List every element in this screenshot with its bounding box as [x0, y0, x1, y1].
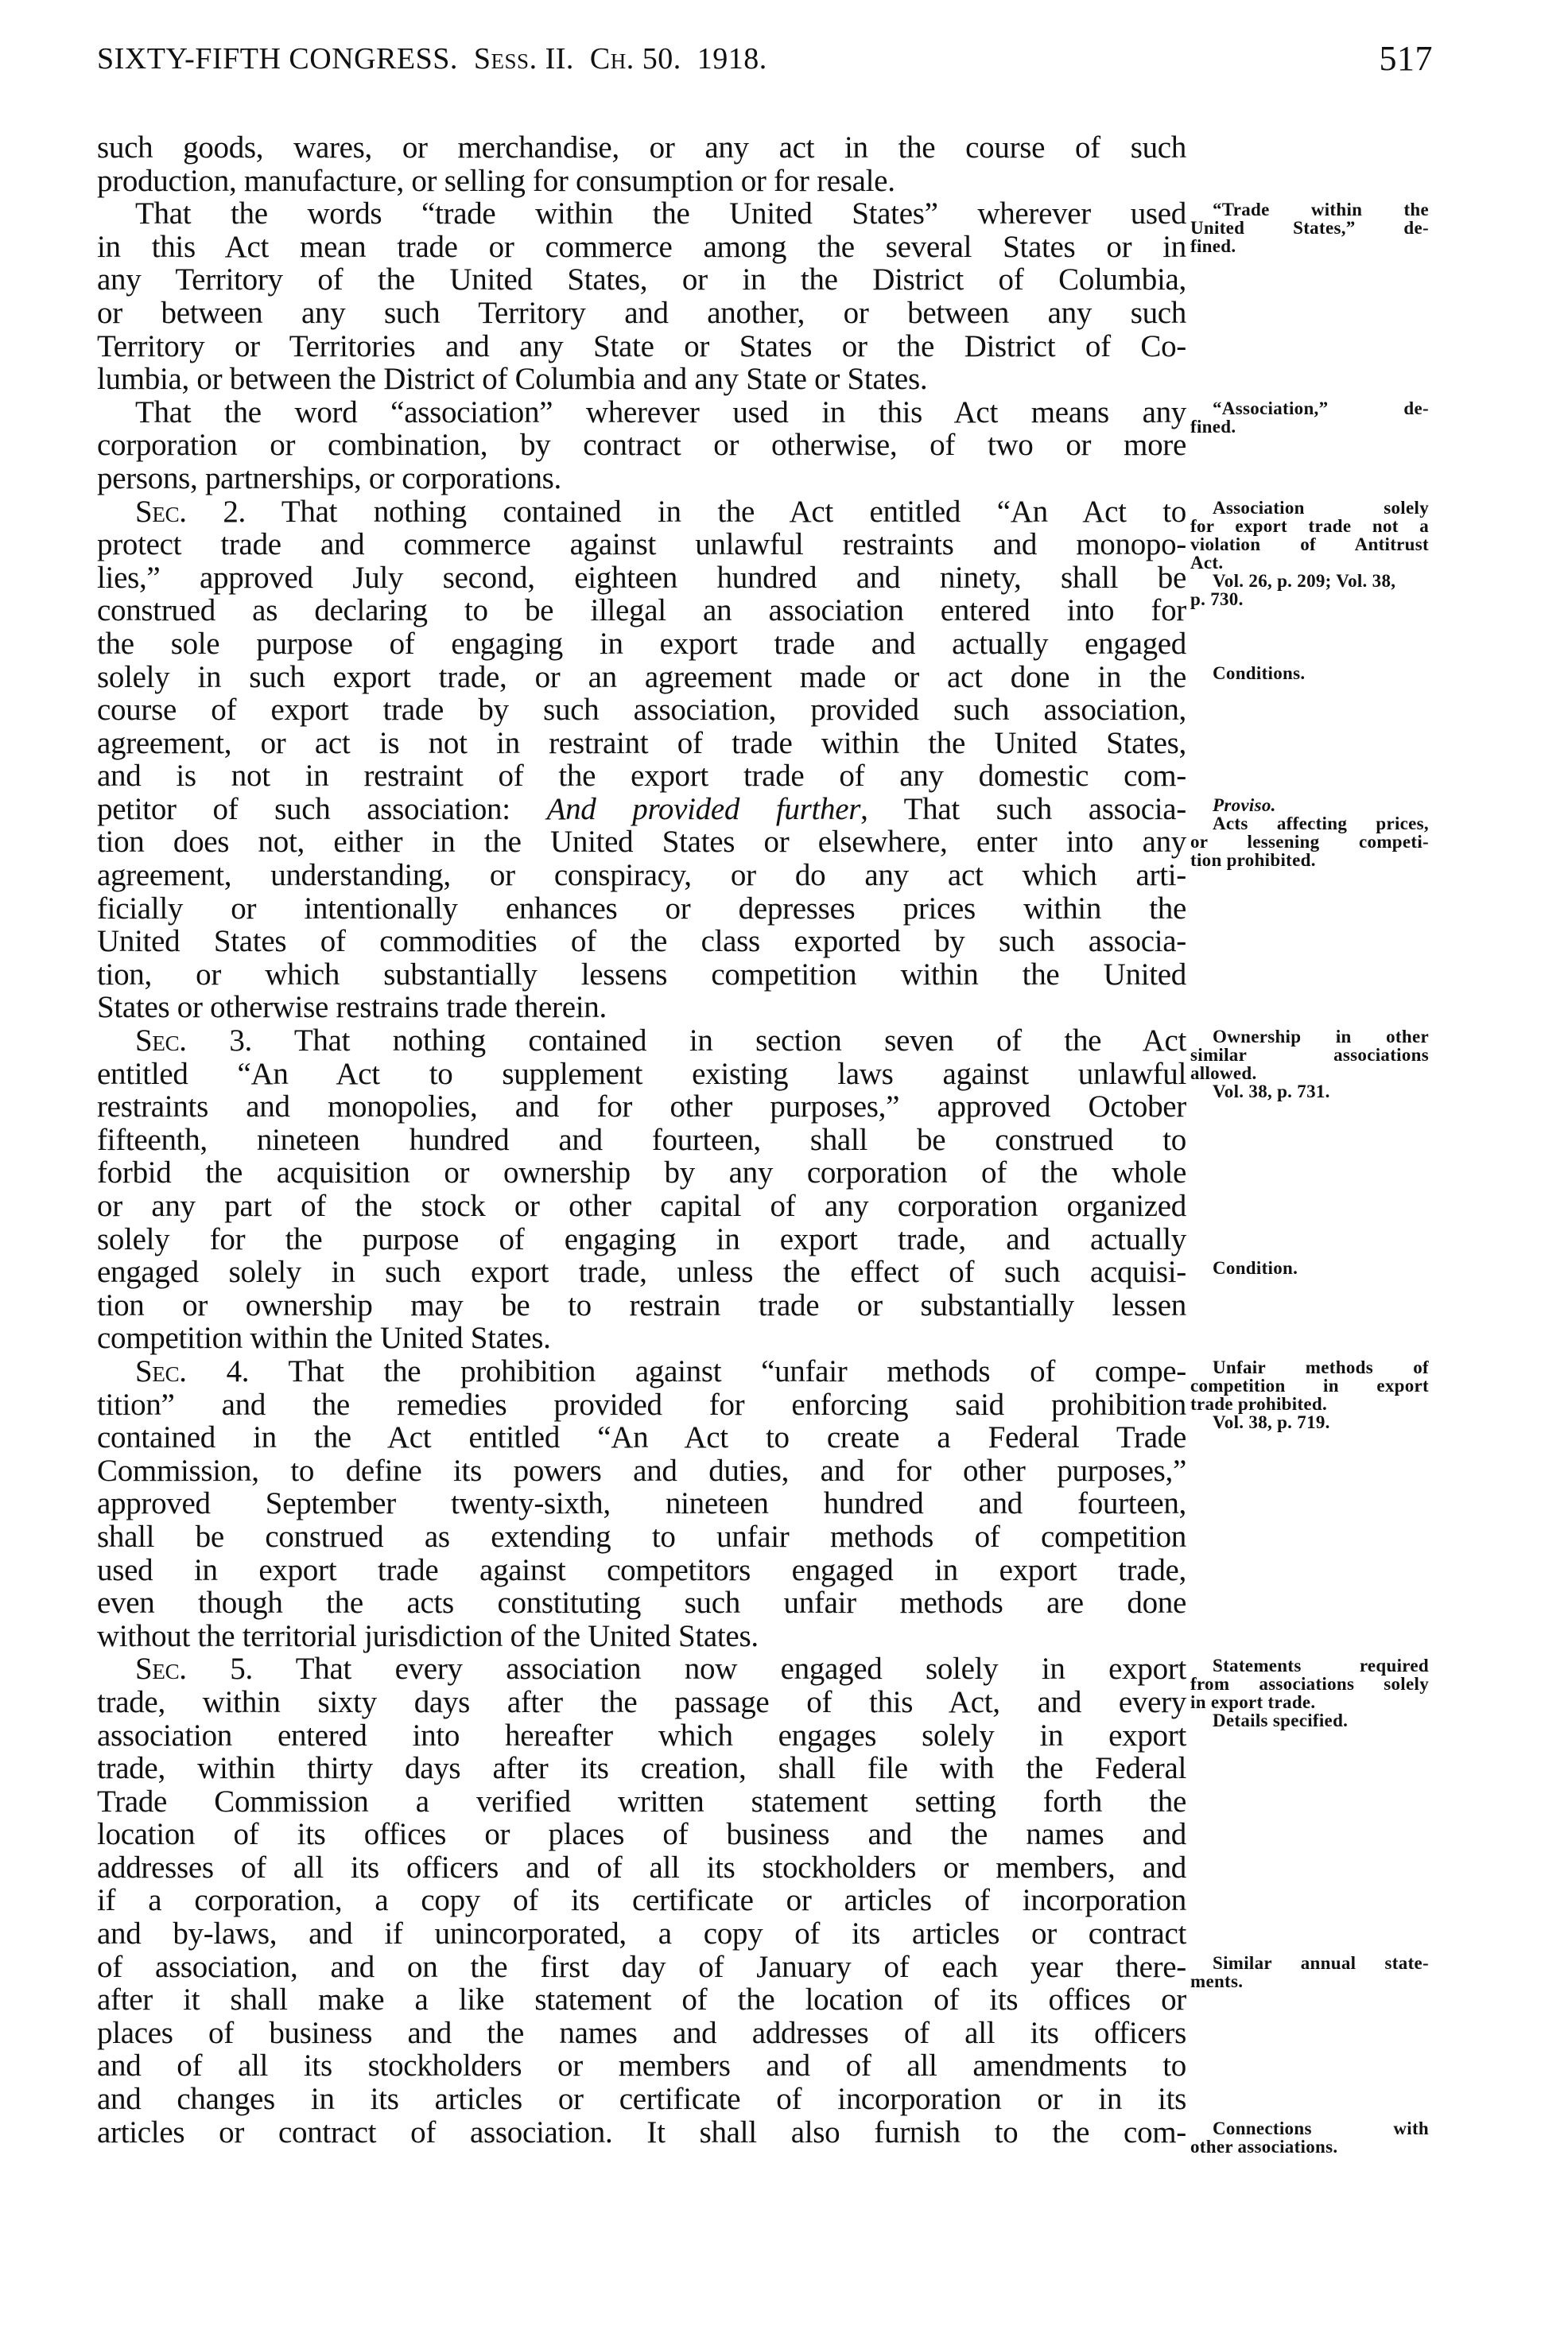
text-line: solely for the purpose of engaging in export trade, and actually — [97, 1221, 1186, 1256]
margin-note-line: violation of Antitrust — [1190, 534, 1429, 554]
text-line: course of export trade by such association, provided such association, — [97, 693, 1186, 728]
running-header — [97, 41, 1433, 89]
text-line: United States of commodities of the class exported by such associa- — [97, 924, 1186, 959]
text-line: tion or ownership may be to restrain trade or substantially lessen — [97, 1287, 1186, 1322]
margin-note-line: Ownership in other — [1213, 1027, 1429, 1047]
year-label: 1918. — [697, 42, 767, 76]
text-line: such goods, wares, or merchandise, or any act in the course of such — [97, 130, 1186, 165]
text-line: production, manufacture, or selling for consumption or for resale. — [97, 163, 895, 198]
text-line: agreement, understanding, or conspiracy, or do any act which arti- — [97, 858, 1186, 893]
section-label: Sec. — [135, 1023, 187, 1058]
text-line: lumbia, or between the District of Columbia and any State or States. — [97, 362, 928, 397]
text-line: places of business and the names and addresses of all its officers — [97, 2015, 1186, 2050]
margin-note-citation: Vol. 38, p. 731. — [1213, 1082, 1330, 1102]
text-line: trade, within thirty days after its creation, shall file with the Federal — [97, 1751, 1186, 1786]
text-line: the sole purpose of engaging in export trade and actually engaged — [97, 626, 1186, 661]
margin-note-statements-required — [1190, 1656, 1429, 1730]
text-line: ficially or intentionally enhances or depresses prices within the — [97, 891, 1186, 926]
text-line: of association, and on the first day of January of each year there- — [97, 1949, 1186, 1984]
text-line: Sec. 4. That the prohibition against “unfair methods of compe- — [135, 1353, 1186, 1388]
text-line: or any part of the stock or other capital of any corporation organized — [97, 1189, 1186, 1223]
margin-note-line: United States,” de- — [1190, 218, 1429, 239]
margin-note-line: Connections with — [1213, 2118, 1429, 2138]
margin-note-line: allowed. — [1190, 1063, 1257, 1084]
text-line: protect trade and commerce against unlawful restraints and monopo- — [97, 527, 1186, 562]
margin-note-line: Acts affecting prices, — [1213, 814, 1429, 833]
margin-note-similar-annual-statements — [1190, 1954, 1429, 1990]
section-label: Sec. — [135, 1353, 187, 1388]
text-line: addresses of all its officers and of all its stockholders or members, and — [97, 1850, 1186, 1885]
chapter-label: Ch. 50. — [589, 42, 681, 76]
text-line: and of all its stockholders or members and of all amendments to — [97, 2048, 1186, 2083]
text-line: That the word “association” wherever used in this Act means any — [135, 394, 1186, 429]
margin-note-connections-other-associations — [1190, 2119, 1429, 2156]
margin-note-line: Unfair methods of — [1213, 1357, 1429, 1378]
margin-note-line: in export trade. — [1190, 1691, 1316, 1712]
text-line: and is not in restraint of the export trade of any domestic com- — [97, 759, 1186, 794]
text-line: approved September twenty-sixth, nineteen hundred and fourteen, — [97, 1486, 1186, 1521]
margin-note-line: Similar annual state- — [1213, 1953, 1429, 1973]
text-line: forbid the acquisition or ownership by any corporation of the whole — [97, 1155, 1186, 1190]
margin-note-heading: Proviso. — [1213, 795, 1276, 815]
margin-note-line: “Trade within the — [1213, 200, 1429, 220]
margin-note-unfair-methods — [1190, 1358, 1429, 1431]
margin-note-line: other associations. — [1190, 2137, 1338, 2157]
margin-note-line: competition in export — [1190, 1376, 1429, 1396]
statute-text-column — [97, 131, 1186, 2149]
margin-note-line: Conditions. — [1213, 662, 1306, 683]
text-line: tion does not, either in the United States or elsewhere, enter into any — [97, 825, 1186, 860]
session-label: Sess. II. — [473, 42, 574, 76]
text-line: association entered into hereafter which engages solely in export — [97, 1718, 1186, 1753]
text-line: and changes in its articles or certificate of incorporation or in its — [97, 2082, 1186, 2117]
text-line: Territory or Territories and any State or States or the District of Co- — [97, 328, 1186, 363]
text-line: petitor of such association: And provided further, That such associa- — [97, 791, 1186, 826]
margin-note-line: similar associations — [1190, 1045, 1429, 1066]
text-line: any Territory of the United States, or in the District of Columbia, — [97, 262, 1186, 297]
margin-note-line: Condition. — [1213, 1258, 1298, 1279]
congress-label: SIXTY-FIFTH CONGRESS. — [97, 42, 458, 76]
text-line: agreement, or act is not in restraint of trade within the United States, — [97, 725, 1186, 760]
text-line: tion, or which substantially lessens competition within the United — [97, 957, 1186, 992]
text-line: after it shall make a like statement of the location of its offices or — [97, 1982, 1186, 2017]
margin-note-line: “Association,” de- — [1213, 398, 1429, 418]
text-line: corporation or combination, by contract or otherwise, of two or more — [97, 428, 1186, 463]
text-line: used in export trade against competitors engaged in export trade, — [97, 1552, 1186, 1587]
text-line: solely in such export trade, or an agreement made or act done in the — [97, 659, 1186, 694]
text-line: Trade Commission a verified written statement setting forth the — [97, 1784, 1186, 1819]
margin-note-ownership-similar-associations — [1190, 1027, 1429, 1101]
margin-note-line: trade prohibited. — [1190, 1394, 1328, 1415]
margin-note-proviso — [1190, 796, 1429, 869]
section-label: Sec. — [135, 1652, 187, 1687]
text-line: competition within the United States. — [97, 1321, 551, 1356]
text-line: in this Act mean trade or commerce among the several States or in — [97, 229, 1186, 264]
text-line: That the words “trade within the United States” wherever used — [135, 196, 1186, 231]
margin-note-trade-within-us-defined — [1190, 200, 1429, 255]
text-line: location of its offices or places of business and the names and — [97, 1817, 1186, 1852]
text-line: Sec. 2. That nothing contained in the Act entitled “An Act to — [135, 494, 1186, 529]
margin-note-line: Association solely — [1213, 497, 1429, 518]
text-line: Commission, to define its powers and duties, and for other purposes,” — [97, 1453, 1186, 1488]
margin-note-line: ments. — [1190, 1971, 1244, 1991]
text-line: engaged solely in such export trade, unless the effect of such acquisi- — [97, 1255, 1186, 1290]
text-line: fifteenth, nineteen hundred and fourteen, shall be construed to — [97, 1122, 1186, 1157]
margin-note-association-defined — [1190, 399, 1429, 436]
margin-note-line: tion prohibited. — [1190, 850, 1316, 870]
margin-note-line: from associations solely — [1190, 1673, 1429, 1694]
margin-note-line: fined. — [1190, 236, 1236, 257]
text-line: Sec. 5. That every association now engaged solely in export — [135, 1652, 1186, 1687]
text-line: persons, partnerships, or corporations. — [97, 460, 562, 495]
text-line: lies,” approved July second, eighteen hundred and ninety, shall be — [97, 560, 1186, 595]
margin-note-citation: Vol. 26, p. 209; Vol. 38, — [1213, 570, 1396, 591]
margin-note-line: or lessening competi- — [1190, 832, 1429, 852]
text-line: and by-laws, and if unincorporated, a copy of its articles or contract — [97, 1916, 1186, 1951]
text-line: contained in the Act entitled “An Act to create a Federal Trade — [97, 1420, 1186, 1455]
margin-note-line: fined. — [1190, 416, 1236, 437]
margin-note-association-export-not-violation — [1190, 499, 1429, 608]
text-line: restraints and monopolies, and for other purposes,” approved October — [97, 1089, 1186, 1124]
text-line: without the territorial jurisdiction of the United States. — [97, 1618, 759, 1653]
text-line: entitled “An Act to supplement existing laws against unlawful — [97, 1056, 1186, 1091]
text-line: tition” and the remedies provided for enforcing said prohibition — [97, 1387, 1186, 1422]
text-line: States or otherwise restrains trade therein. — [97, 990, 607, 1025]
text-line: articles or contract of association. It shall also furnish to the com- — [97, 2114, 1186, 2149]
text-line: even though the acts constituting such unfair methods are done — [97, 1586, 1186, 1621]
margin-note-citation: Details specified. — [1213, 1710, 1349, 1730]
margin-note-citation: p. 730. — [1190, 588, 1244, 609]
text-line: or between any such Territory and another, or between any such — [97, 295, 1186, 330]
margin-note-line: for export trade not a — [1190, 515, 1429, 536]
margin-note-conditions — [1190, 664, 1429, 682]
text-line: if a corporation, a copy of its certificate or articles of incorporation — [97, 1883, 1186, 1918]
section-label: Sec. — [135, 494, 187, 529]
margin-note-line: Act. — [1190, 552, 1224, 573]
margin-note-condition — [1190, 1259, 1429, 1277]
proviso-italic: And provided further — [546, 791, 861, 826]
text-line: construed as declaring to be illegal an association entered into for — [97, 593, 1186, 628]
margin-note-citation: Vol. 38, p. 719. — [1213, 1412, 1330, 1433]
header-title — [97, 41, 767, 76]
page-number: 517 — [1379, 39, 1433, 78]
text-line: Sec. 3. That nothing contained in section seven of the Act — [135, 1023, 1186, 1058]
text-line: trade, within sixty days after the passage of this Act, and every — [97, 1684, 1186, 1719]
margin-note-line: Statements required — [1213, 1655, 1429, 1676]
text-line: shall be construed as extending to unfair methods of competition — [97, 1519, 1186, 1554]
